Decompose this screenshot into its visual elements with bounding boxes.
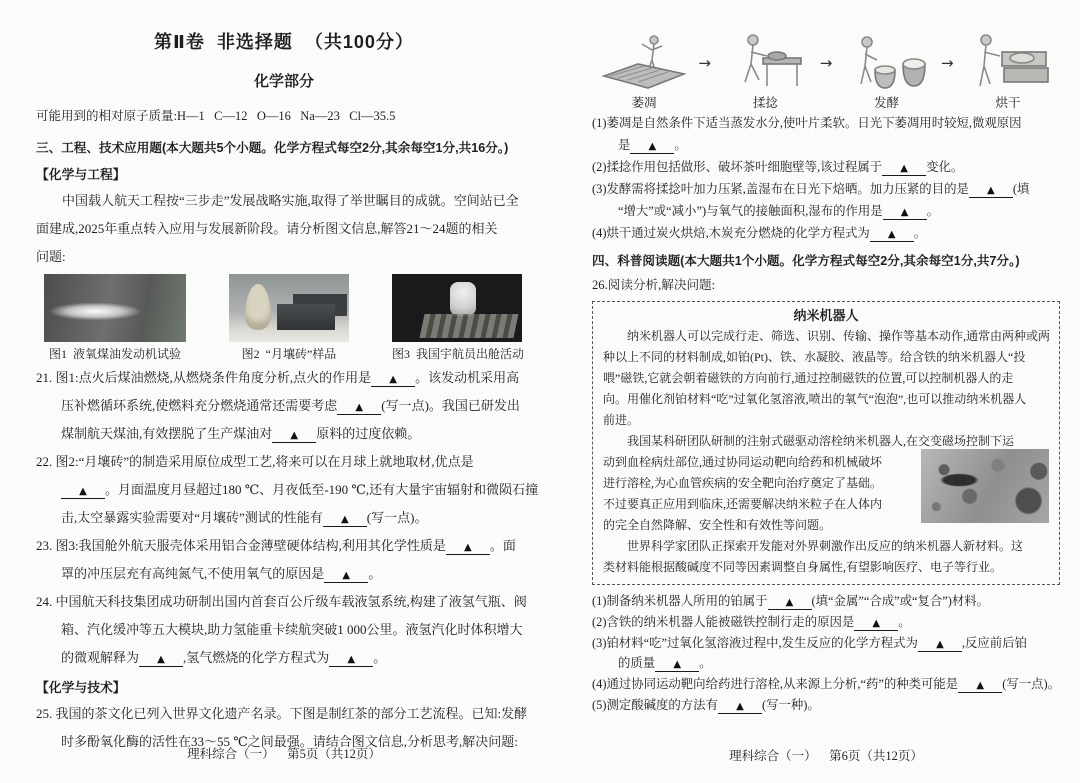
- question-25-sub-3: [592, 178, 1060, 222]
- figure-3-caption: 图3 我国宇航员出舱活动: [391, 347, 524, 361]
- question-25-sub-2: [592, 156, 1060, 178]
- question-26-sub-3: [592, 633, 1060, 675]
- process-step-rolling: [719, 30, 811, 112]
- passage-paragraph-1: [603, 326, 1049, 431]
- text-line: 25. 我国的茶文化已列入世界文化遗产名录。下图是制红茶的部分工艺流程。已知:发酵: [36, 706, 528, 721]
- text-line: (5)测定酸碱度的方法有 ▲ (写一种)。: [592, 697, 820, 712]
- figure-1: [44, 274, 186, 364]
- answer-blank: ▲: [272, 430, 316, 443]
- arrow-icon: →: [698, 54, 711, 72]
- answer-blank: ▲: [446, 542, 490, 555]
- answer-blank: ▲: [870, 229, 914, 242]
- fermentation-illustration: [841, 30, 933, 94]
- text-line: 世界科学家团队正探索开发能对外界刺激作出反应的纳米机器人新材料。这: [627, 539, 1024, 553]
- question-26-sub-1: [592, 591, 1060, 612]
- question-26-subs: [592, 591, 1060, 716]
- answer-blank: ▲: [882, 163, 926, 176]
- text-line: 箱、汽化缓冲等五大模块,助力氢能重卡续航突破1 000公里。液氢汽化时体积增大: [61, 622, 523, 637]
- nanorobot-micrograph: [921, 449, 1049, 523]
- figure-1-caption: 图1 液氧煤油发动机试验: [48, 347, 181, 361]
- page-5-footer: 理科综合（一） 第5页（共12页）: [187, 747, 381, 761]
- question-26-sub-5: [592, 695, 1060, 716]
- page-5: [36, 0, 539, 783]
- question-26-intro: 26.阅读分析,解决问题:: [592, 278, 716, 292]
- text-line: 21. 图1:点火后煤油燃烧,从燃烧条件角度分析,点火的作用是 ▲ 。该发动机采用高: [36, 370, 520, 385]
- text-line: 我国某科研团队研制的注射式磁驱动溶栓纳米机器人,在交变磁场控制下运: [627, 434, 1015, 448]
- text-line: (2)含铁的纳米机器人能被磁铁控制行走的原因是 ▲ 。: [592, 614, 911, 629]
- passage-title: 纳米机器人: [793, 308, 859, 323]
- section-3-header: 三、工程、技术应用题(本大题共5个小题。化学方程式每空2分,其余每空1分,共16分。): [36, 141, 509, 155]
- text-line: 进行溶栓,为心血管疾病的安全靶向治疗奠定了基础。: [603, 476, 883, 490]
- text-line: (1)制备纳米机器人所用的铂属于 ▲ (填“金属”“合成”或“复合”)材料。: [592, 594, 990, 608]
- text-line: (4)通过协同运动靶向给药进行溶栓,从来源上分析,“药”的种类可能是 ▲ (写一点)。: [592, 677, 1061, 692]
- figure-3: [392, 274, 524, 364]
- text-line: (3)发酵需将揉捻叶加力压紧,盖湿布在日光下焙晒。加力压紧的目的是 ▲ (填: [592, 182, 1030, 196]
- volume-title: 第Ⅱ卷 非选择题 （共100分）: [154, 32, 414, 52]
- text-line: 种以上不同的材料制成,如铂(Pt)、铁、水凝胶、液晶等。给含铁的纳米机器人“投: [603, 350, 1026, 364]
- text-line: 罩的冲压层充有高纯氮气,不使用氧气的原因是 ▲ 。: [61, 566, 382, 581]
- text-line: 压补燃循环系统,使燃料充分燃烧通常还需要考虑 ▲ (写一点)。我国已研发出: [61, 398, 520, 413]
- text-line: ▲ 。月面温度月昼超过180 ℃、月夜低至-190 ℃,还有大量宇宙辐射和微陨石撞: [36, 476, 532, 504]
- tea-process-strip: [592, 30, 1060, 112]
- text-line: 面建成,2025年重点转入应用与发展新阶段。请分析图文信息,解答21～24题的相关: [36, 221, 498, 236]
- section-4-header: 四、科普阅读题(本大题共1个小题。化学方程式每空2分,其余每空1分,共7分。): [592, 254, 1020, 268]
- text-line: 22. 图2:“月壤砖”的制造采用原位成型工艺,将来可以在月球上就地取材,优点是: [36, 454, 474, 469]
- text-line: (3)铂材料“吃”过氧化氢溶液过程中,发生反应的化学方程式为 ▲ ,反应前后铂: [592, 635, 1027, 650]
- text-line: 是 ▲ 。: [618, 138, 687, 152]
- answer-blank: ▲: [61, 486, 105, 499]
- answer-blank: ▲: [371, 374, 415, 387]
- text-line: 的微观解释为 ▲ ,氢气燃烧的化学方程式为 ▲ 。: [61, 650, 387, 665]
- astronaut-eva-photo: [392, 274, 522, 342]
- process-step-drying: [962, 30, 1054, 112]
- text-line: (2)揉捻作用包括做形、破坏茶叶细胞壁等,该过程属于 ▲ 变化。: [592, 160, 964, 174]
- text-line: 时多酚氧化酶的活性在33～55 ℃之间最强。请结合图文信息,分析思考,解决问题:: [61, 734, 518, 749]
- question-26-sub-2: [592, 612, 1060, 633]
- rolling-illustration: [719, 30, 811, 94]
- text-line: 中国载人航天工程按“三步走”发展战略实施,取得了举世瞩目的成就。空间站已全: [62, 193, 519, 208]
- withering-illustration: [598, 30, 690, 94]
- answer-blank: ▲: [854, 618, 898, 631]
- answer-blank: ▲: [768, 597, 812, 610]
- question-26-sub-4: [592, 674, 1060, 695]
- rocket-engine-test-photo: [44, 274, 186, 342]
- text-line: 问题:: [36, 249, 66, 264]
- page-6: [592, 0, 1060, 783]
- step-label-fermentation: 发酵: [874, 96, 900, 110]
- text-line: 喂”磁铁,它就会朝着磁铁的方向前行,通过控制磁铁的位置,可以控制机器人的走: [603, 371, 1014, 385]
- text-line: 24. 中国航天科技集团成功研制出国内首套百公斤级车载液氢系统,构建了液氢气瓶、阀: [36, 594, 527, 609]
- answer-blank: ▲: [718, 701, 762, 714]
- text-line: 动到血栓病灶部位,通过协同运动靶向给药和机械破坏: [603, 455, 883, 469]
- drying-illustration: [962, 30, 1054, 94]
- arrow-icon: →: [941, 54, 954, 72]
- text-line: 23. 图3:我国舱外航天服壳体采用铝合金薄壁硬体结构,利用其化学性质是 ▲ 。面: [36, 538, 516, 553]
- question-21: [36, 364, 532, 448]
- answer-blank: ▲: [323, 514, 367, 527]
- answer-blank: ▲: [329, 654, 373, 667]
- step-label-rolling: 揉捻: [752, 96, 778, 110]
- text-line: 类材料能根据酸碱度不同等因素调整自身属性,有望影响医疗、电子等行业。: [603, 560, 1003, 574]
- step-label-withering: 萎凋: [631, 96, 657, 110]
- text-line: 的质量 ▲ 。: [618, 656, 712, 671]
- question-24: [36, 588, 532, 672]
- question-25-sub-1: [592, 112, 1060, 156]
- question-22: [36, 448, 539, 532]
- reading-passage-box: [592, 301, 1060, 585]
- text-line: 的完全自然降解、安全性和有效性等问题。: [603, 518, 832, 532]
- process-step-withering: [598, 30, 690, 112]
- figure-2-caption: 图2 “月壤砖”样品: [241, 347, 337, 361]
- text-line: 纳米机器人可以完成行走、筛选、识别、传输、操作等基本动作,通常由两种或两: [627, 329, 1051, 343]
- figure-2: [229, 274, 349, 364]
- text-line: (4)烘干通过炭火烘焙,木炭充分燃烧的化学方程式为 ▲ 。: [592, 226, 927, 240]
- text-line: (1)萎凋是自然条件下适当蒸发水分,使叶片柔软。日光下萎凋用时较短,微观原因: [592, 116, 1022, 130]
- page-6-footer: 理科综合（一） 第6页（共12页）: [729, 749, 923, 763]
- intro-paragraph: [36, 187, 532, 271]
- answer-blank: ▲: [324, 570, 368, 583]
- passage-paragraph-3: [603, 536, 1049, 578]
- answer-blank: ▲: [337, 402, 381, 415]
- answer-blank: ▲: [883, 207, 927, 220]
- arrow-icon: →: [819, 54, 833, 72]
- text-line: 击,太空暴露实验需要对“月壤砖”测试的性能有 ▲ (写一点)。: [61, 510, 428, 525]
- moon-soil-brick-photo: [229, 274, 349, 342]
- answer-blank: ▲: [655, 659, 699, 672]
- process-step-fermentation: [841, 30, 933, 112]
- question-23: [36, 532, 532, 588]
- text-line: 煤制航天煤油,有效摆脱了生产煤油对 ▲ 原料的过度依赖。: [61, 426, 421, 441]
- answer-blank: ▲: [630, 141, 674, 154]
- text-line: 不过要真正应用到临床,还需要解决纳米粒子在人体内: [603, 497, 883, 511]
- answer-blank: ▲: [969, 185, 1013, 198]
- question-25-sub-4: [592, 222, 1060, 244]
- answer-blank: ▲: [139, 654, 183, 667]
- chemistry-section-title: 化学部分: [253, 73, 314, 90]
- tag-chemistry-technology: 【化学与技术】: [36, 680, 126, 695]
- text-line: “增大”或“减小”)与氧气的接触面积,湿布的作用是 ▲ 。: [618, 204, 940, 218]
- figures-row: [36, 274, 532, 364]
- answer-blank: ▲: [958, 680, 1002, 693]
- text-line: 前进。: [603, 413, 640, 427]
- step-label-drying: 烘干: [995, 96, 1021, 110]
- answer-blank: ▲: [918, 639, 962, 652]
- text-line: 向。用催化剂铂材料“吃”过氧化氢溶液,喷出的氧气“泡泡”,也可以推动纳米机器人: [603, 392, 1027, 406]
- atomic-masses-note: 可能用到的相对原子质量:H—1 C—12 O—16 Na—23 Cl—35.5: [36, 109, 396, 123]
- tag-chemistry-engineering: 【化学与工程】: [36, 167, 126, 182]
